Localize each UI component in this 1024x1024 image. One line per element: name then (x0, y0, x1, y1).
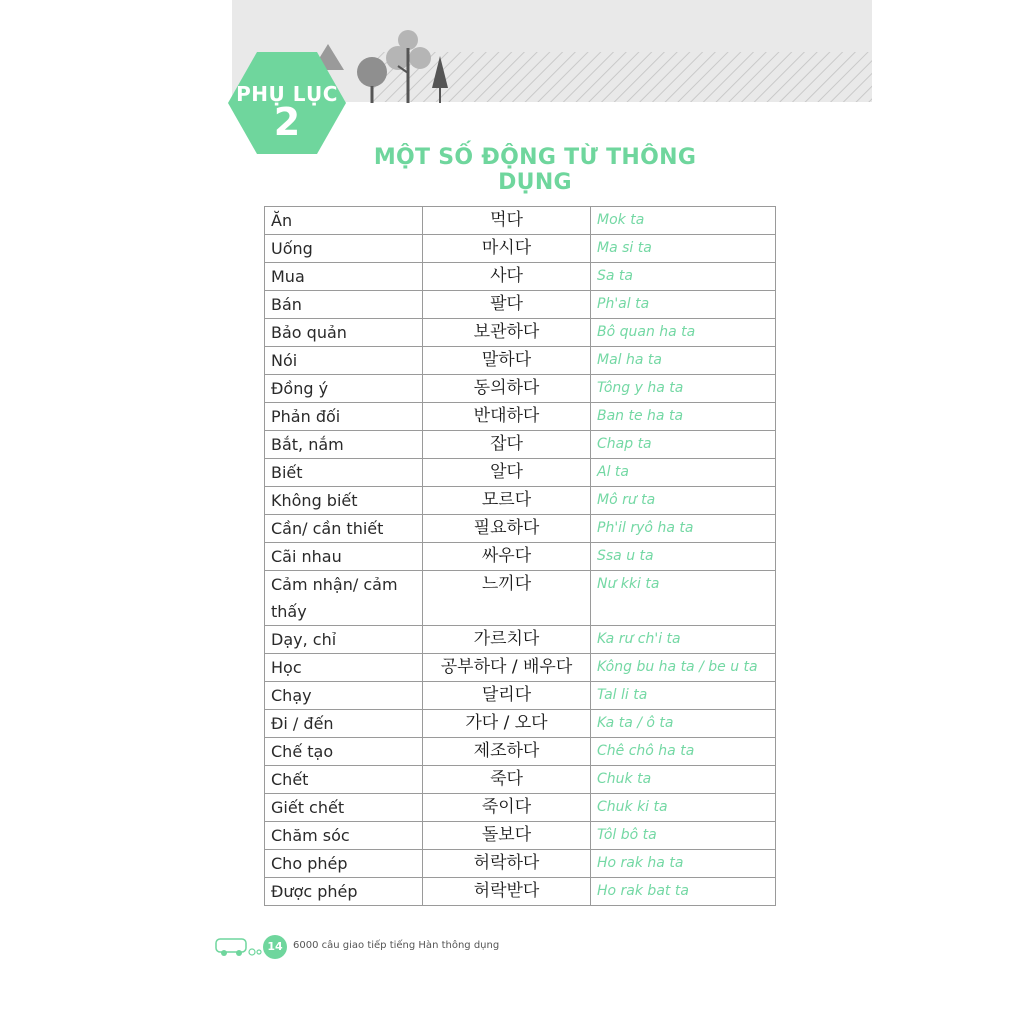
table-row (265, 766, 776, 794)
table-row (265, 794, 776, 822)
transliteration: Chap ta (591, 431, 776, 459)
table-row (265, 682, 776, 710)
vietnamese-word: Chăm sóc (265, 822, 423, 850)
korean-word: 가르치다 (423, 626, 591, 654)
transliteration: Mô rư ta (591, 487, 776, 515)
vietnamese-word: Ăn (265, 207, 423, 235)
korean-word: 말하다 (423, 347, 591, 375)
vietnamese-word: Mua (265, 263, 423, 291)
page-number: 14 (263, 935, 287, 959)
vietnamese-word: Đồng ý (265, 375, 423, 403)
korean-word: 사다 (423, 263, 591, 291)
badge-number: 2 (273, 100, 301, 144)
transliteration: Mok ta (591, 207, 776, 235)
table-row (265, 235, 776, 263)
transliteration: Ka rư ch'i ta (591, 626, 776, 654)
table-row (265, 375, 776, 403)
vietnamese-word: Dạy, chỉ (265, 626, 423, 654)
korean-word: 허락받다 (423, 878, 591, 906)
transliteration: Ho rak ha ta (591, 850, 776, 878)
vocab-table-body (265, 207, 776, 906)
vietnamese-word: Học (265, 654, 423, 682)
transliteration: Ssa u ta (591, 543, 776, 571)
vietnamese-word: Phản đối (265, 403, 423, 431)
transliteration: Kông bu ha ta / be u ta (591, 654, 776, 682)
korean-word: 보관하다 (423, 319, 591, 347)
vietnamese-word: Bán (265, 291, 423, 319)
korean-word: 제조하다 (423, 738, 591, 766)
table-row (265, 822, 776, 850)
transliteration: Ban te ha ta (591, 403, 776, 431)
vietnamese-word: Cãi nhau (265, 543, 423, 571)
korean-word: 반대하다 (423, 403, 591, 431)
vietnamese-word: Biết (265, 459, 423, 487)
korean-word: 잡다 (423, 431, 591, 459)
korean-word: 싸우다 (423, 543, 591, 571)
vietnamese-word: Nói (265, 347, 423, 375)
transliteration: Tông y ha ta (591, 375, 776, 403)
vietnamese-word: Không biết (265, 487, 423, 515)
vietnamese-word: Bảo quản (265, 319, 423, 347)
transliteration: Chê chô ha ta (591, 738, 776, 766)
vietnamese-word: Cần/ cần thiết (265, 515, 423, 543)
vocab-table (264, 206, 776, 906)
table-row (265, 487, 776, 515)
korean-word: 죽이다 (423, 794, 591, 822)
bus-logo-icon (214, 936, 262, 958)
book-title: 6000 câu giao tiếp tiếng Hàn thông dụng (293, 940, 500, 951)
korean-word: 동의하다 (423, 375, 591, 403)
korean-word: 죽다 (423, 766, 591, 794)
korean-word: 느끼다 (423, 571, 591, 626)
vietnamese-word: Cảm nhận/ cảm thấy (265, 571, 423, 626)
transliteration: Ka ta / ô ta (591, 710, 776, 738)
transliteration: Sa ta (591, 263, 776, 291)
table-row (265, 878, 776, 906)
vietnamese-word: Bắt, nắm (265, 431, 423, 459)
vietnamese-word: Chế tạo (265, 738, 423, 766)
vietnamese-word: Giết chết (265, 794, 423, 822)
korean-word: 알다 (423, 459, 591, 487)
table-row (265, 543, 776, 571)
korean-word: 돌보다 (423, 822, 591, 850)
korean-word: 필요하다 (423, 515, 591, 543)
korean-word: 마시다 (423, 235, 591, 263)
transliteration: Mal ha ta (591, 347, 776, 375)
page-title: MỘT SỐ ĐỘNG TỪ THÔNG DỤNG (373, 145, 697, 195)
transliteration: Ph'al ta (591, 291, 776, 319)
vietnamese-word: Đi / đến (265, 710, 423, 738)
korean-word: 허락하다 (423, 850, 591, 878)
table-row (265, 850, 776, 878)
korean-word: 달리다 (423, 682, 591, 710)
badge-label: PHỤ LỤC (236, 82, 338, 106)
table-row (265, 654, 776, 682)
table-row (265, 319, 776, 347)
vietnamese-word: Được phép (265, 878, 423, 906)
transliteration: Chuk ki ta (591, 794, 776, 822)
table-row (265, 291, 776, 319)
table-row (265, 459, 776, 487)
vietnamese-word: Chết (265, 766, 423, 794)
vietnamese-word: Chạy (265, 682, 423, 710)
table-row (265, 347, 776, 375)
transliteration: Ma si ta (591, 235, 776, 263)
transliteration: Al ta (591, 459, 776, 487)
transliteration: Tal li ta (591, 682, 776, 710)
table-row (265, 263, 776, 291)
table-row (265, 738, 776, 766)
korean-word: 팔다 (423, 291, 591, 319)
transliteration: Chuk ta (591, 766, 776, 794)
vietnamese-word: Cho phép (265, 850, 423, 878)
korean-word: 공부하다 / 배우다 (423, 654, 591, 682)
vietnamese-word: Uống (265, 235, 423, 263)
table-row (265, 571, 776, 626)
transliteration: Bô quan ha ta (591, 319, 776, 347)
table-row (265, 431, 776, 459)
korean-word: 모르다 (423, 487, 591, 515)
table-row (265, 626, 776, 654)
table-row (265, 515, 776, 543)
korean-word: 가다 / 오다 (423, 710, 591, 738)
transliteration: Ho rak bat ta (591, 878, 776, 906)
table-row (265, 403, 776, 431)
transliteration: Tôl bô ta (591, 822, 776, 850)
korean-word: 먹다 (423, 207, 591, 235)
table-row (265, 710, 776, 738)
transliteration: Nư kki ta (591, 571, 776, 626)
transliteration: Ph'il ryô ha ta (591, 515, 776, 543)
table-row (265, 207, 776, 235)
